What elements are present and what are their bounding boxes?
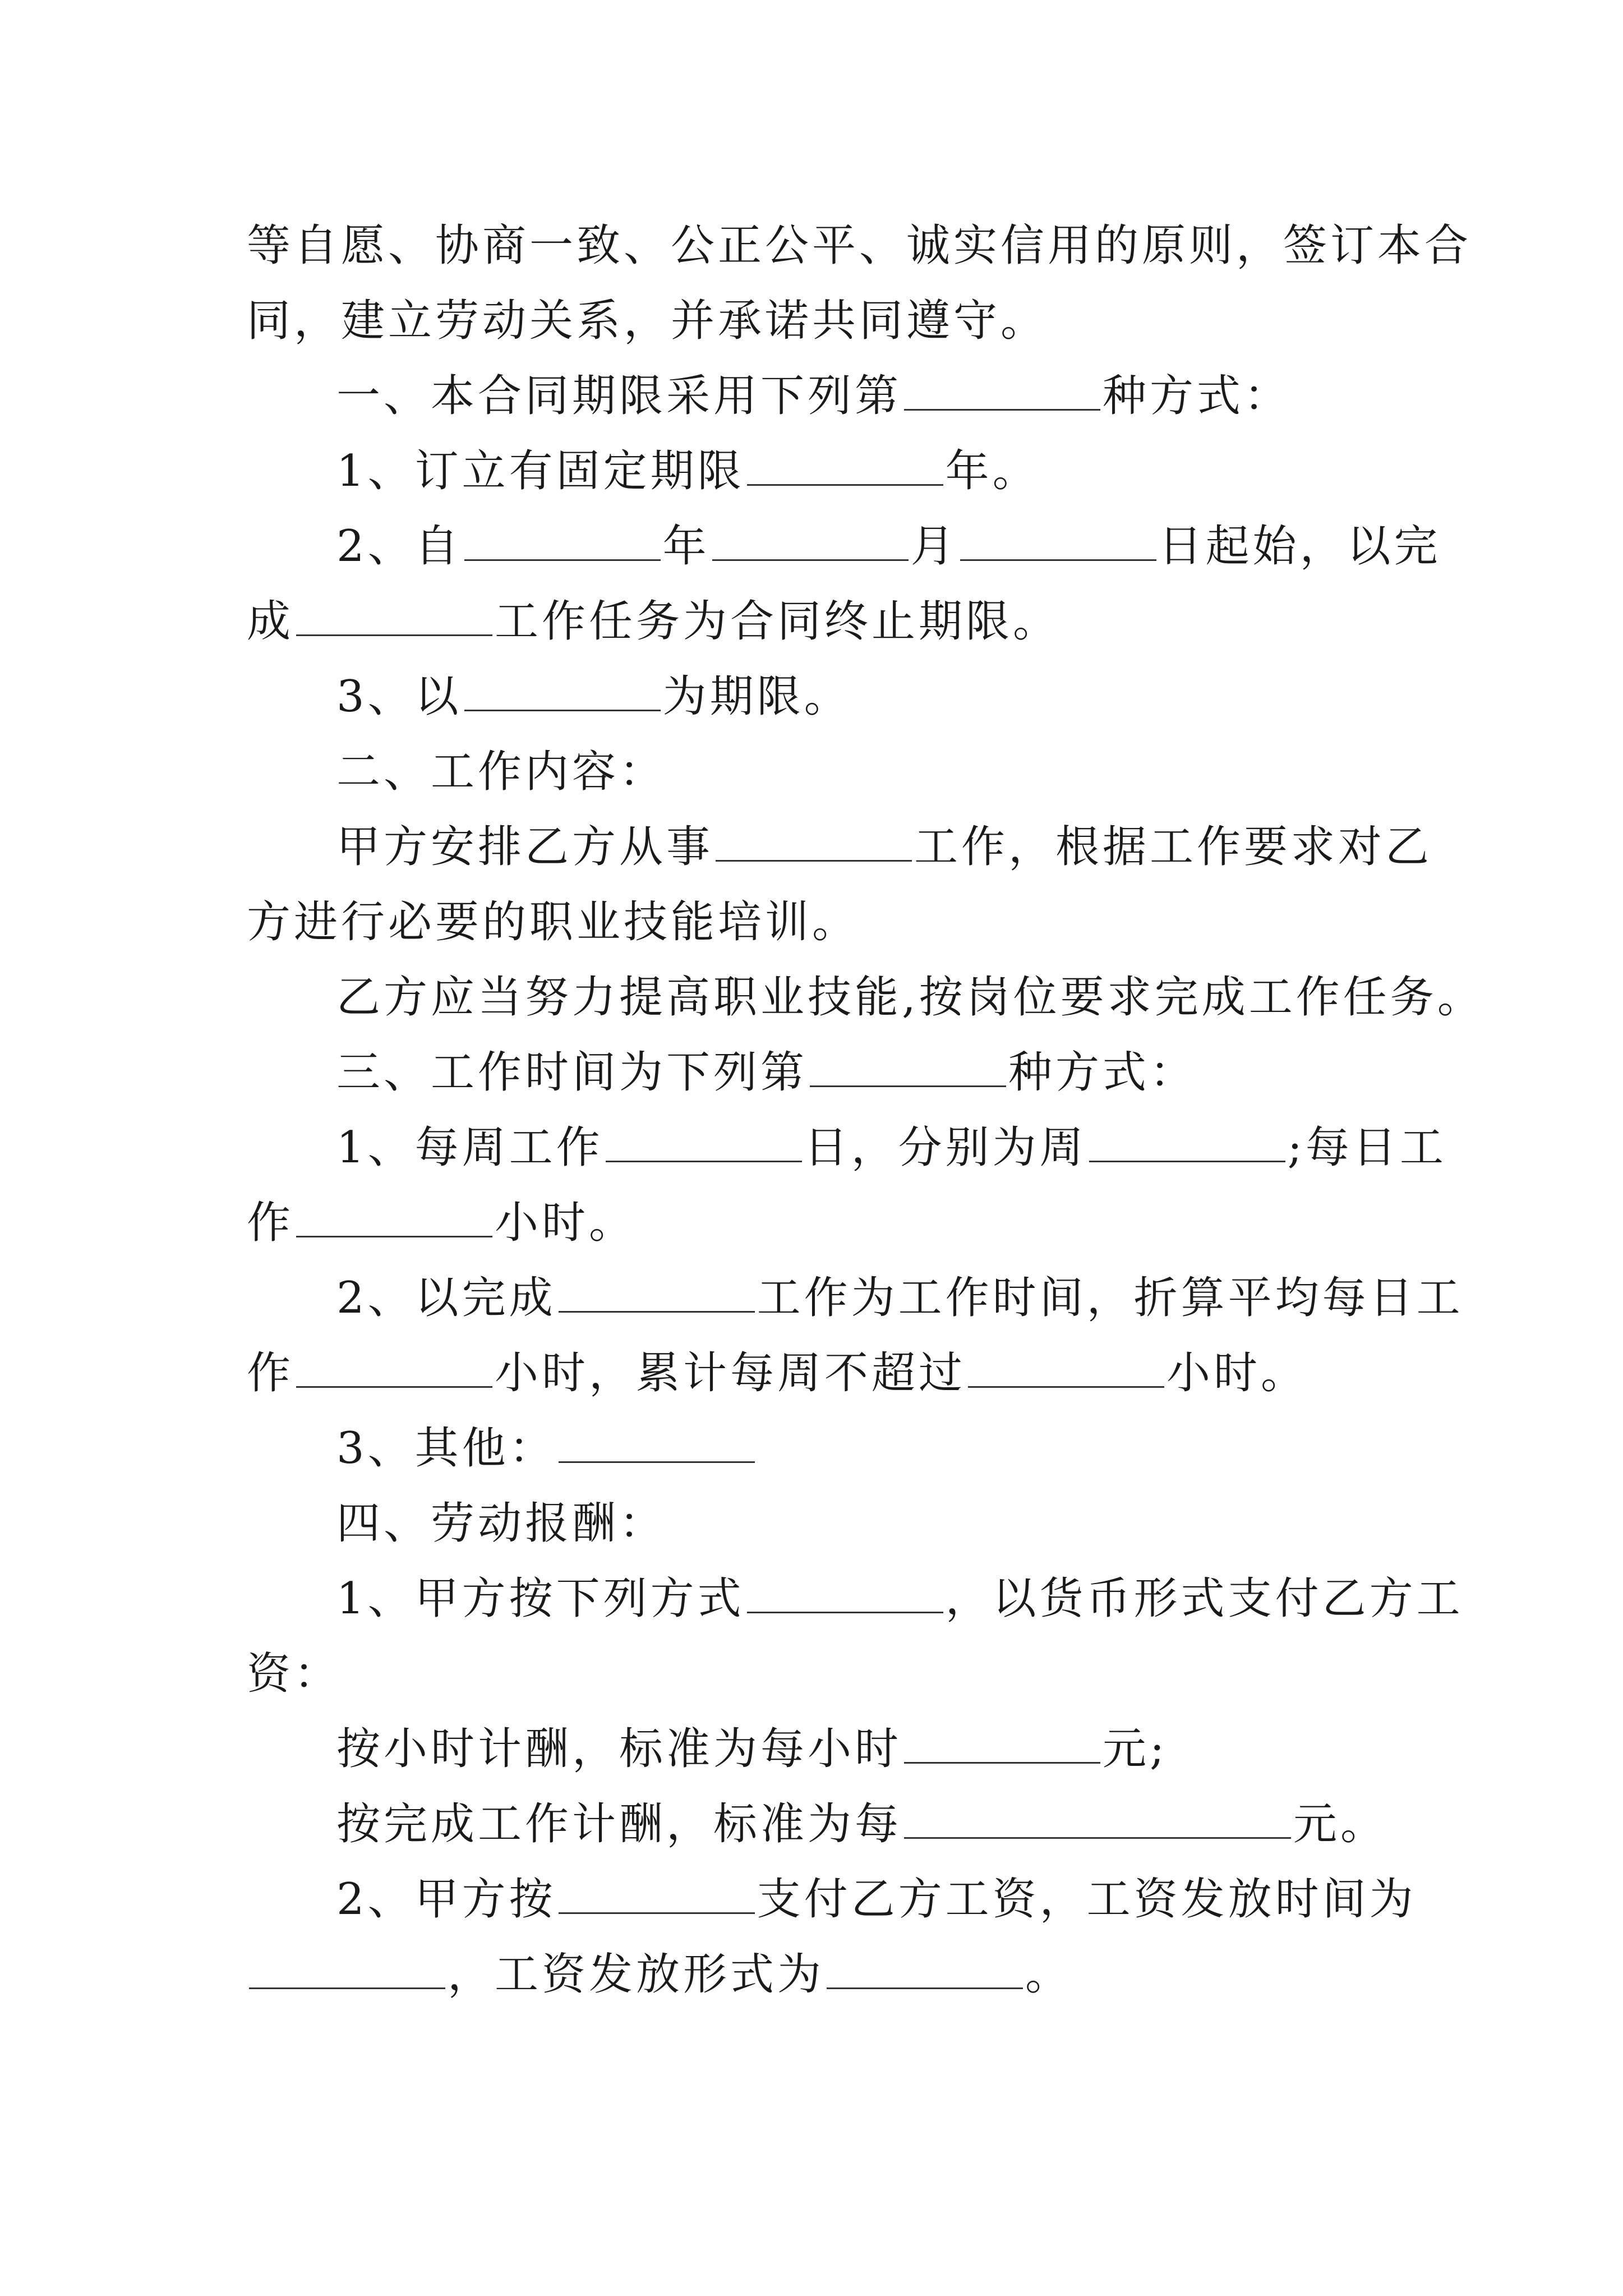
clause-one-heading	[336, 357, 1291, 435]
paragraph-line	[247, 1184, 636, 1262]
fill-in-blank[interactable]	[747, 1578, 943, 1613]
pay-option-1	[336, 1559, 1464, 1638]
line-text: 二、工作内容：	[336, 747, 667, 797]
line-text: 种方式：	[1008, 1047, 1197, 1098]
fill-in-blank[interactable]	[904, 1728, 1100, 1764]
line-text: 1、每周工作	[336, 1122, 603, 1173]
fill-in-blank[interactable]	[559, 1428, 755, 1463]
line-text: ，工资发放形式为	[448, 1949, 825, 2000]
line-text: 甲方安排乙方从事	[336, 822, 714, 872]
line-text: 小时。	[1166, 1348, 1308, 1398]
fill-in-blank[interactable]	[296, 1202, 492, 1237]
line-text: 。	[1025, 1949, 1073, 2000]
line-text: 工作为工作时间，折算平均每日工	[757, 1273, 1464, 1323]
hours-option-1	[336, 1108, 1447, 1187]
fill-in-blank[interactable]	[296, 1352, 492, 1388]
line-text: 四、劳动报酬：	[336, 1498, 667, 1549]
paragraph-line	[247, 1635, 341, 1713]
line-text: 为期限。	[662, 671, 851, 722]
line-text: 按小时计酬，标准为每小时	[336, 1724, 902, 1774]
fill-in-blank[interactable]	[559, 1277, 755, 1313]
term-option-2	[336, 507, 1441, 586]
line-text: 乙方应当努力提高职业技能,按岗位要求完成工作任务。	[336, 972, 1484, 1023]
fill-in-blank[interactable]	[904, 375, 1100, 411]
line-text: 2、甲方按	[336, 1874, 556, 1925]
line-text: 元。	[1293, 1799, 1388, 1849]
line-text: 日起始，以完	[1158, 521, 1441, 572]
line-text: 元;	[1103, 1724, 1168, 1774]
fill-in-blank[interactable]	[249, 1954, 445, 1989]
clause-four-heading	[336, 1484, 666, 1563]
fill-in-blank[interactable]	[827, 1954, 1023, 1989]
fill-in-blank[interactable]	[1089, 1127, 1285, 1162]
line-text: 工作任务为合同终止期限。	[495, 596, 1061, 647]
line-text: 年	[662, 521, 710, 572]
hourly-pay-line	[336, 1710, 1168, 1788]
paragraph-line	[336, 958, 1484, 1037]
fill-in-blank[interactable]	[464, 676, 661, 711]
paragraph-line	[247, 206, 1472, 285]
paragraph-line	[247, 883, 859, 961]
piece-pay-line	[336, 1785, 1387, 1864]
line-text: 作	[247, 1198, 294, 1248]
fill-in-blank[interactable]	[464, 526, 661, 561]
line-text: 方进行必要的职业技能培训。	[247, 897, 860, 947]
fill-in-blank[interactable]	[968, 1352, 1164, 1388]
fill-in-blank[interactable]	[559, 1879, 755, 1914]
fill-in-blank[interactable]	[904, 1803, 1291, 1839]
term-option-1	[336, 432, 1040, 510]
line-text: ，以货币形式支付乙方工	[945, 1573, 1464, 1624]
line-text: 3、其他：	[336, 1423, 556, 1474]
fill-in-blank[interactable]	[747, 450, 943, 486]
line-text: 2、自	[336, 521, 462, 572]
line-text: 小时，累计每周不超过	[495, 1348, 966, 1398]
paragraph-line	[336, 808, 1432, 886]
line-text: 同，建立劳动关系，并承诺共同遵守。	[247, 296, 1048, 346]
line-text: 1、订立有固定期限	[336, 446, 745, 496]
line-text: 工作，根据工作要求对乙	[914, 822, 1433, 872]
paragraph-line	[247, 282, 1048, 360]
hours-option-3	[336, 1409, 757, 1488]
fill-in-blank[interactable]	[716, 826, 912, 862]
fill-in-blank[interactable]	[712, 526, 909, 561]
line-text: 三、工作时间为下列第	[336, 1047, 808, 1098]
line-text: 等自愿、协商一致、公正公平、诚实信用的原则，签订本合	[247, 220, 1472, 271]
clause-three-heading	[336, 1033, 1197, 1112]
paragraph-line	[247, 582, 1060, 661]
fill-in-blank[interactable]	[960, 526, 1156, 561]
line-text: 日，分别为周	[804, 1122, 1087, 1173]
line-text: 小时。	[495, 1198, 637, 1248]
clause-two-heading	[336, 733, 666, 811]
fill-in-blank[interactable]	[296, 601, 492, 636]
paragraph-line	[247, 1334, 1308, 1412]
line-text: 3、以	[336, 671, 462, 722]
paragraph-line	[247, 1935, 1072, 2014]
line-text: ;每日工	[1287, 1122, 1447, 1173]
line-text: 2、以完成	[336, 1273, 556, 1323]
pay-option-2	[336, 1860, 1417, 1939]
hours-option-2	[336, 1259, 1464, 1337]
line-text: 作	[247, 1348, 294, 1398]
fill-in-blank[interactable]	[810, 1052, 1006, 1087]
fill-in-blank[interactable]	[606, 1127, 802, 1162]
line-text: 月	[910, 521, 958, 572]
line-text: 年。	[945, 446, 1040, 496]
line-text: 资：	[247, 1649, 342, 1699]
line-text: 1、甲方按下列方式	[336, 1573, 745, 1624]
line-text: 按完成工作计酬，标准为每	[336, 1799, 902, 1849]
line-text: 成	[247, 596, 294, 647]
line-text: 一、本合同期限采用下列第	[336, 371, 902, 421]
line-text: 支付乙方工资，工资发放时间为	[757, 1874, 1417, 1925]
line-text: 种方式：	[1103, 371, 1292, 421]
term-option-3	[336, 657, 851, 736]
